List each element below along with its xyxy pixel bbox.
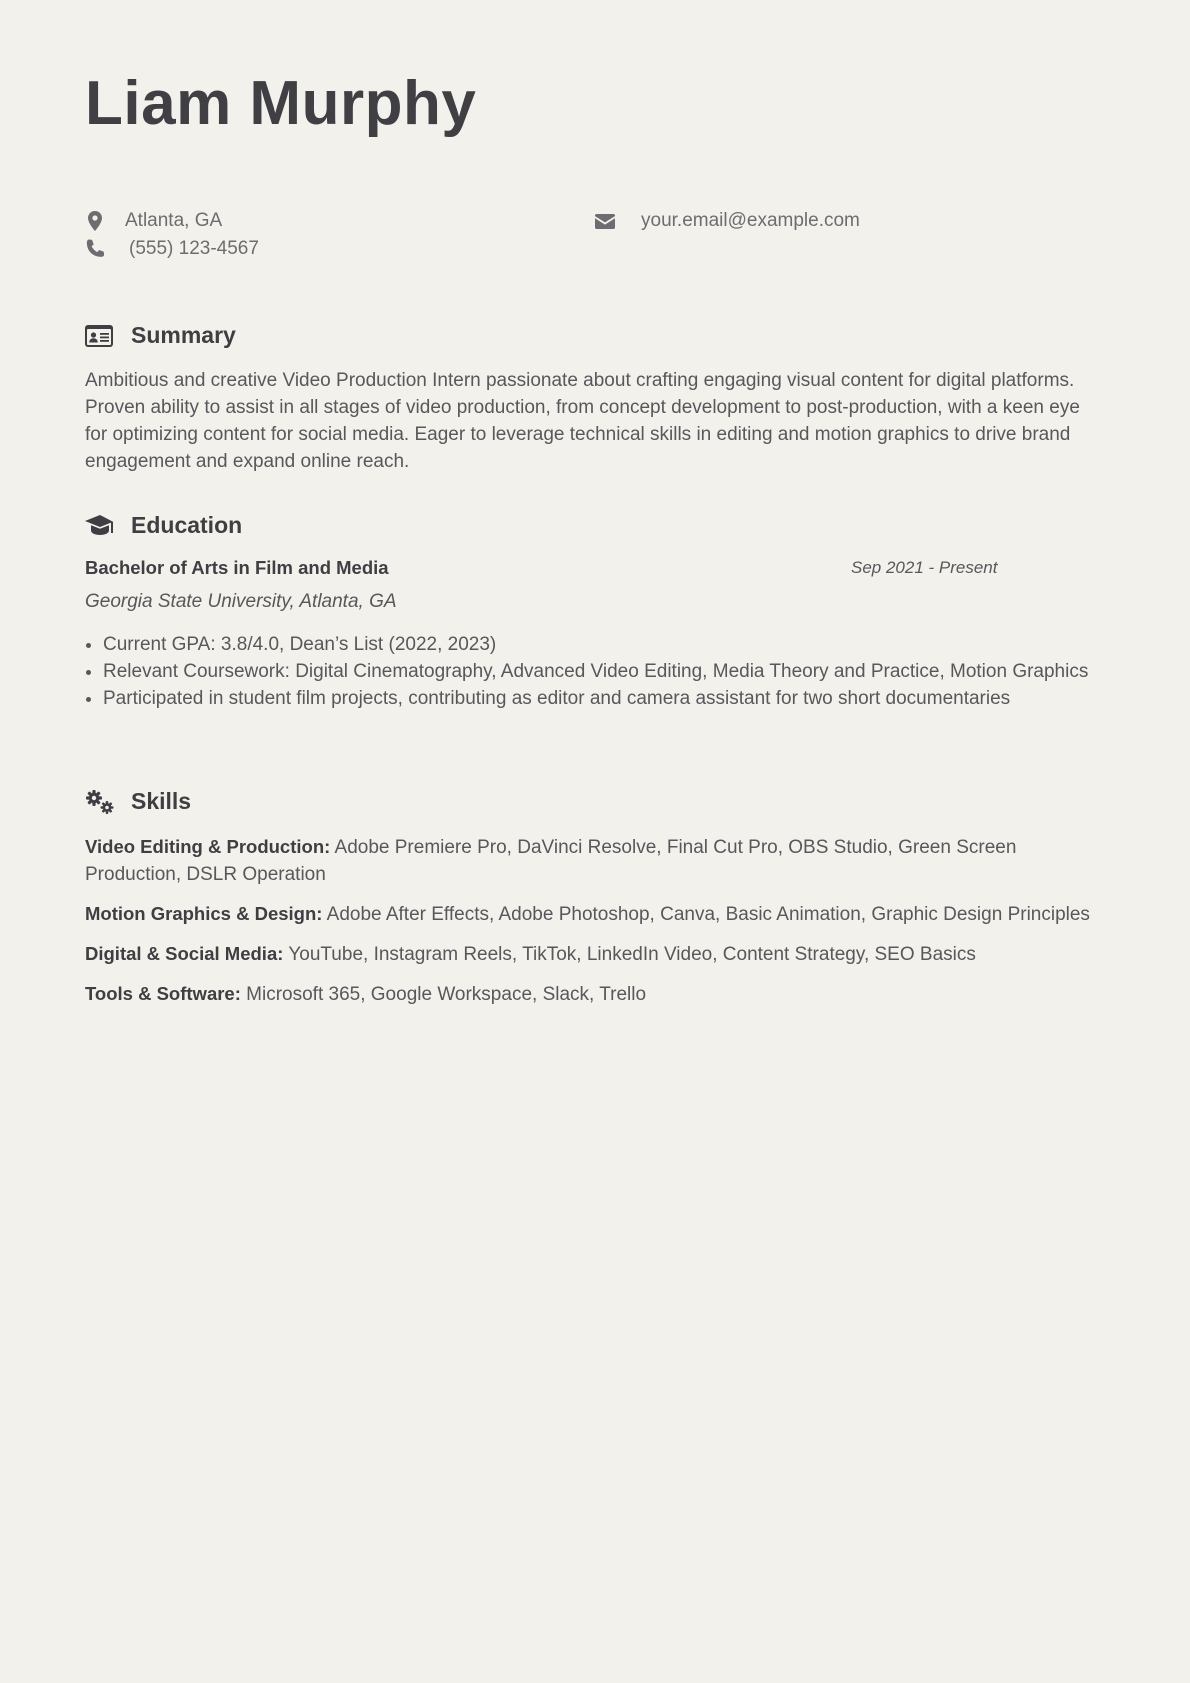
contact-info (85, 210, 1105, 266)
contact-location (85, 210, 222, 232)
contact-row-1 (85, 210, 1105, 238)
id-card-icon (85, 323, 115, 349)
graduation-cap-icon (85, 513, 115, 539)
skill-row-motion-graphics (85, 900, 1105, 928)
phone-text[interactable]: (555) 123-4567 (129, 238, 259, 259)
skill-label: Tools & Software: (85, 983, 241, 1004)
skill-row-video-editing (85, 833, 1105, 888)
skill-row-social-media (85, 940, 1105, 968)
skills-section (85, 788, 1105, 1008)
education-dates: Sep 2021 - Present (851, 558, 998, 577)
skill-label: Video Editing & Production: (85, 836, 331, 857)
skill-label: Digital & Social Media: (85, 943, 284, 964)
contact-row-2 (85, 238, 1105, 266)
education-heading (85, 512, 1105, 539)
education-title: Education (131, 512, 243, 538)
education-section (85, 512, 1105, 712)
summary-heading (85, 322, 1105, 349)
skill-value: Microsoft 365, Google Workspace, Slack, Trello (246, 984, 647, 1005)
envelope-icon (595, 210, 615, 232)
list-item: • Participated in student film projects, contributing as editor and camera assistant for two short documentaries (103, 685, 1105, 712)
degree: Bachelor of Arts in Film and Media (85, 557, 389, 578)
skill-row-tools (85, 980, 1105, 1008)
list-item: • Relevant Coursework: Digital Cinematography, Advanced Video Editing, Media Theory and Practice, Motion Graphics (103, 658, 1105, 685)
summary-section (85, 322, 1105, 475)
phone-icon (85, 238, 105, 260)
skill-value: Adobe Premiere Pro, DaVinci Resolve, Final Cut Pro, OBS Studio, Green Screen Production, DSLR Operation (85, 837, 1017, 885)
education-bullets (85, 631, 1105, 712)
summary-text: Ambitious and creative Video Production Intern passionate about crafting engaging visual content for digital platforms. Proven ability to assist in all stages of video production, from concept development to post-production, with a keen eye for optimizing content for social media. Eager to leverage technical skills in editing and motion graphics to drive brand engagement and expand online reach. (85, 370, 1080, 472)
school: Georgia State University, Atlanta, GA (85, 591, 397, 612)
map-marker-icon (85, 210, 105, 232)
location-text: Atlanta, GA (125, 210, 223, 231)
skill-value: YouTube, Instagram Reels, TikTok, LinkedIn Video, Content Strategy, SEO Basics (288, 944, 976, 965)
candidate-name: Liam Murphy (85, 69, 477, 138)
education-entry-header (85, 557, 1105, 583)
skills-heading (85, 788, 1105, 815)
summary-title: Summary (131, 322, 236, 348)
skill-label: Motion Graphics & Design: (85, 903, 323, 924)
gears-icon (85, 789, 115, 815)
contact-phone[interactable] (85, 238, 259, 260)
list-item: • Current GPA: 3.8/4.0, Dean’s List (2022, 2023) (103, 631, 1105, 658)
skill-value: Adobe After Effects, Adobe Photoshop, Canva, Basic Animation, Graphic Design Principles (326, 904, 1090, 925)
contact-email[interactable] (595, 210, 860, 232)
email-text[interactable]: your.email@example.com (641, 210, 860, 231)
skills-title: Skills (131, 788, 192, 814)
